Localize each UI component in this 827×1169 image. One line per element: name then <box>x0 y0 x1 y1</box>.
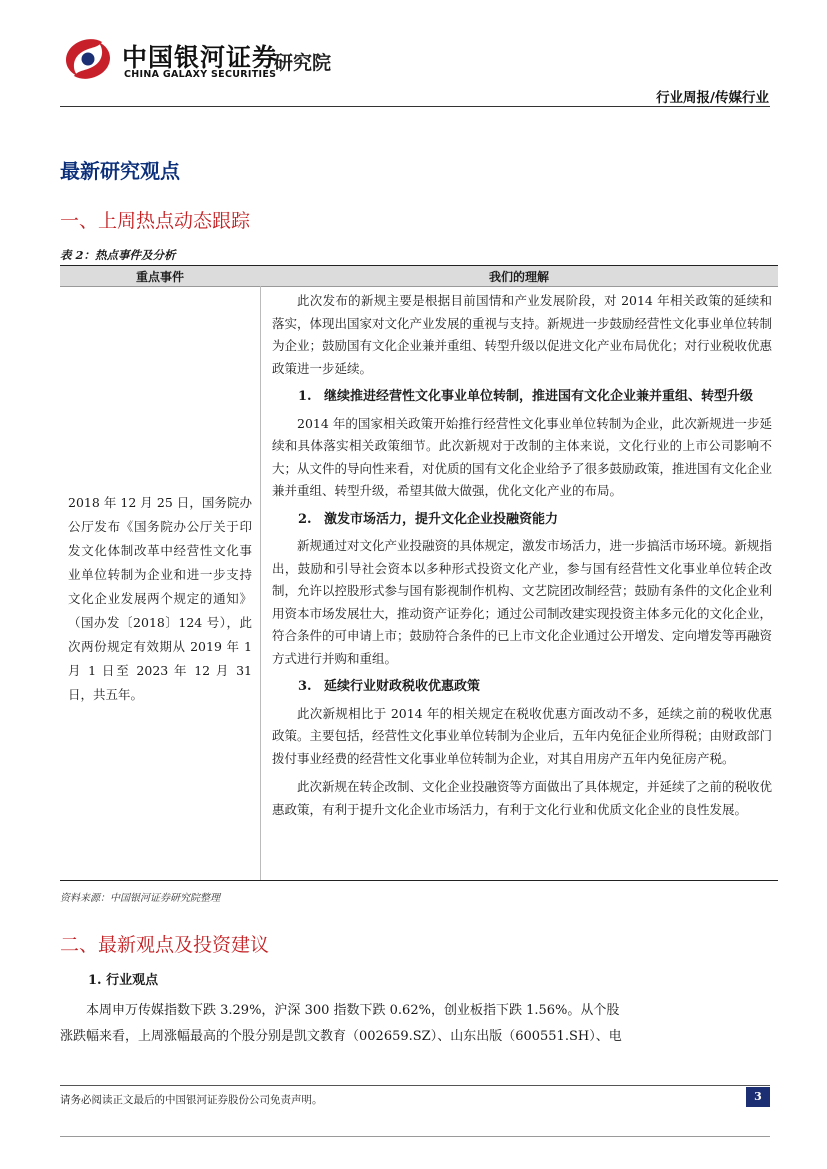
table-cell-event: 2018 年 12 月 25 日，国务院办公厅发布《国务院办公厅关于印发文化体制改革中经营性文化事业单位转制为企业和进一步支持文化企业发展两个规定的通知》（国办发〔2018〕124 号），此次两份规定有效期从 2019 年 1 月 1 日至 2023 年 12 月 31 日，共五年。 <box>68 495 252 702</box>
disclaimer-note: 请务必阅读正文最后的中国银河证券股份公司免责声明。 <box>60 1094 323 1106</box>
point-title-text: 继续推进经营性文化事业单位转制，推进国有文化企业兼并重组、转型升级 <box>324 389 754 404</box>
brand-name-cn: 中国银河证券 <box>122 43 279 72</box>
analysis-point-2-title <box>272 509 772 532</box>
page-bottom-divider <box>60 1136 770 1137</box>
hot-events-table <box>60 265 778 881</box>
analysis-intro: 此次发布的新规主要是根据目前国情和产业发展阶段，对 2014 年相关政策的延续和落实，体现出国家对文化产业发展的重视与支持。新规进一步鼓励经营性文化事业单位转制为企业；鼓励国有文化企业兼并重组、转型升级以促进文化产业布局优化；对行业税收优惠政策进一步延续。 <box>272 293 773 376</box>
header-divider <box>60 106 770 107</box>
point-title-text: 激发市场活力，提升文化企业投融资能力 <box>324 511 559 527</box>
table-caption: 表 2：热点事件及分析 <box>60 248 176 262</box>
report-type-label: 行业周报/传媒行业 <box>656 90 769 106</box>
footer-divider <box>60 1085 770 1086</box>
point-number: 2. <box>298 511 312 527</box>
table-cell-analysis <box>260 286 778 821</box>
table-header-analysis: 我们的理解 <box>488 270 549 284</box>
brand-name-en: CHINA GALAXY SECURITIES <box>124 69 277 80</box>
galaxy-swirl-logo-icon <box>62 36 114 82</box>
page-title: 最新研究观点 <box>60 159 180 183</box>
analysis-point-3-text: 此次新规相比于 2014 年的相关规定在税收优惠方面改动不多，延续之前的税收优惠政策。主要包括，经营性文化事业单位转制为企业后，五年内免征企业所得税；由财政部门拨付事业经费的经营性文化事业单位转制为企业，对其自用房产五年内免征房产税。 <box>272 705 773 766</box>
industry-view-paragraph: 本周申万传媒指数下跌 3.29%，沪深 300 指数下跌 0.62%，创业板指下跌 1.56%。从个股涨跌幅来看，上周涨幅最高的个股分别是凯文教育（002659.SZ）、山东出版（600551.SH）、电 <box>60 1003 622 1044</box>
table-source-note: 资料来源：中国银河证券研究院整理 <box>60 893 220 904</box>
analysis-conclusion: 此次新规在转企改制、文化企业投融资等方面做出了具体规定，并延续了之前的税收优惠政策，有利于提升文化企业市场活力，有利于文化行业和优质文化企业的良性发展。 <box>272 779 773 817</box>
page-number-badge: 3 <box>746 1087 770 1107</box>
point-title-text: 延续行业财政税收优惠政策 <box>324 679 481 694</box>
analysis-point-1-text: 2014 年的国家相关政策开始推行经营性文化事业单位转制为企业，此次新规进一步延续和具体落实相关政策细节。此次新规对于改制的主体来说，文化行业的上市公司影响不大；从文件的导向性来看，对优质的国有文化企业给予了很多鼓励政策，推进国有文化企业兼并重组、转型升级，希望其做大做强，优化文化产业的布局。 <box>272 415 773 498</box>
point-number: 1. <box>298 389 312 404</box>
industry-view-body <box>60 998 630 1050</box>
section-heading-1: 一、上周热点动态跟踪 <box>60 210 251 232</box>
section-heading-2: 二、最新观点及投资建议 <box>60 934 270 956</box>
analysis-point-1-title <box>272 386 772 409</box>
point-number: 3. <box>298 679 312 694</box>
analysis-point-2-text: 新规通过对文化产业投融资的具体规定，激发市场活力，进一步搞活市场环境。新规指出，鼓励和引导社会资本以多种形式投资文化产业，参与国有经营性文化事业单位转企改制，允许以控股形式参与国有影视制作机构、文艺院团改制经营；鼓励有条件的文化企业利用资本市场发展壮大，推动资产证券化；通过公司制改建实现投资主体多元化的文化企业，符合条件的可申请上市；鼓励符合条件的已上市文化企业通过公开增发、定向增发等再融资方式进行并购和重组。 <box>272 538 773 666</box>
table-header-row <box>60 266 778 287</box>
table-header-event: 重点事件 <box>135 270 184 284</box>
analysis-point-3-title <box>272 676 772 699</box>
industry-view-subheading: 1. 行业观点 <box>88 973 159 988</box>
institute-label: 研究院 <box>274 52 332 74</box>
